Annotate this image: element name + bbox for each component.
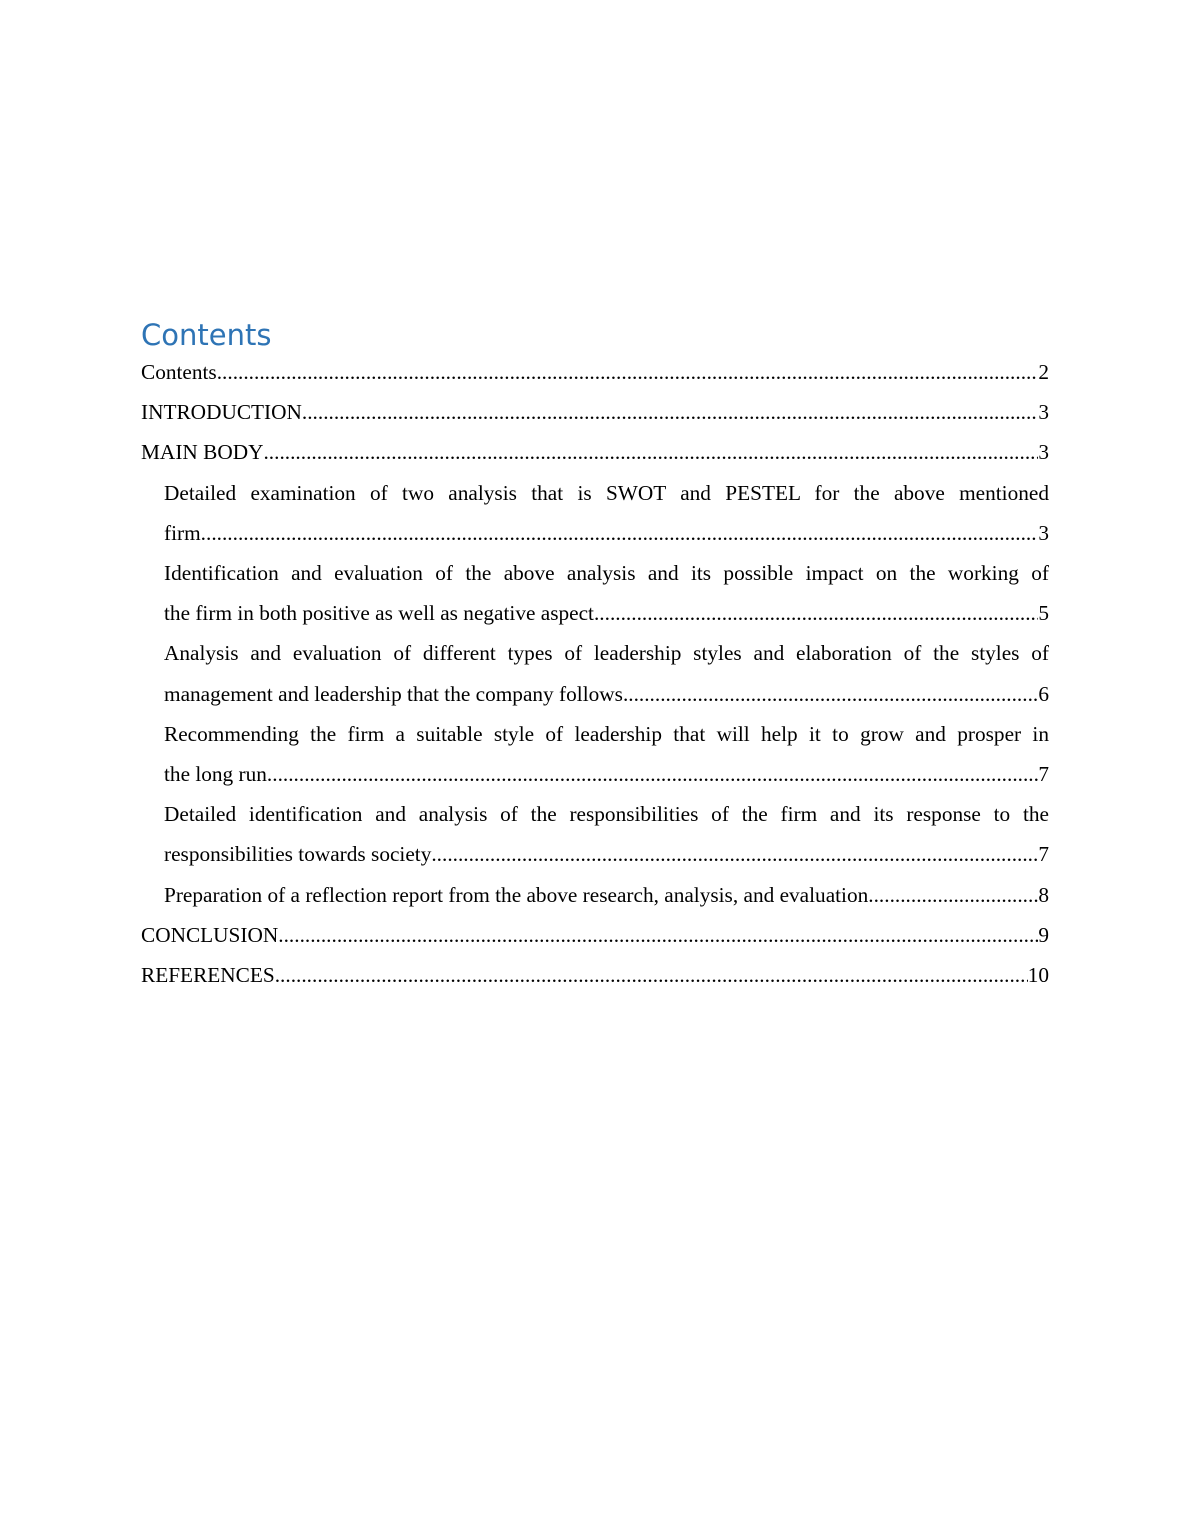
toc-entry-conclusion[interactable]	[141, 915, 1049, 955]
dot-leader	[594, 593, 1038, 633]
toc-entry-title-line1: Identification and evaluation of the above analysis and its possible impact on the working of	[164, 561, 1049, 586]
toc-page-number: 2	[1038, 360, 1049, 384]
toc-entry-title-line2: the long run	[164, 762, 267, 787]
toc-entry-title: INTRODUCTION	[141, 400, 302, 425]
toc-entry-title-line2: management and leadership that the company follows	[164, 681, 623, 706]
toc-entry-title-line2: firm	[164, 520, 201, 545]
toc-page-number: 10	[1027, 963, 1049, 988]
dot-leader	[201, 513, 1039, 553]
toc-entry-identification-evaluation[interactable]	[141, 553, 1049, 633]
dot-leader	[302, 392, 1038, 432]
toc-page-number: 7	[1038, 762, 1049, 787]
dot-leader	[217, 352, 1039, 392]
dot-leader	[278, 915, 1038, 955]
toc-entry-main-body[interactable]	[141, 432, 1049, 472]
toc-page-number: 5	[1038, 601, 1049, 626]
dot-leader	[868, 875, 1038, 915]
toc-page-number: 7	[1038, 842, 1049, 867]
dot-leader	[263, 432, 1038, 472]
toc-entry-leadership-styles[interactable]	[141, 633, 1049, 713]
toc-entry-title: REFERENCES	[141, 963, 275, 988]
toc-page-number: 3	[1038, 400, 1049, 425]
toc-page-number: 3	[1038, 440, 1049, 465]
toc-entry-recommending-leadership[interactable]	[141, 714, 1049, 794]
dot-leader	[275, 955, 1028, 995]
toc-page-number: 6	[1038, 681, 1049, 706]
toc-entry-title: CONCLUSION	[141, 922, 279, 947]
toc-entry-responsibilities[interactable]	[141, 794, 1049, 874]
dot-leader	[267, 754, 1038, 794]
toc-entry-title: Preparation of a reflection report from the above research, analysis, and evaluation	[164, 882, 869, 907]
toc-entry-reflection-report[interactable]	[141, 875, 1049, 915]
toc-entry-introduction[interactable]	[141, 392, 1049, 432]
toc-entry-title: Contents	[141, 360, 217, 384]
toc-entry-title: MAIN BODY	[141, 440, 264, 465]
toc-entry-swot-pestel[interactable]	[141, 473, 1049, 553]
toc-entry-title-line1: Detailed examination of two analysis that is SWOT and PESTEL for the above mentioned	[164, 480, 1049, 505]
toc-entry-contents[interactable]	[141, 352, 1049, 392]
toc-entry-title-line1: Recommending the firm a suitable style of leadership that will help it to grow and prosper in	[164, 721, 1049, 746]
toc-entry-title-line1: Analysis and evaluation of different types of leadership styles and elaboration of the styles of	[164, 641, 1049, 666]
table-of-contents	[141, 316, 1049, 995]
toc-entry-references[interactable]	[141, 955, 1049, 995]
dot-leader	[431, 834, 1038, 874]
toc-heading: Contents	[141, 318, 272, 352]
toc-page-number: 8	[1038, 882, 1049, 907]
toc-page-number: 3	[1038, 520, 1049, 545]
toc-entry-title-line1: Detailed identification and analysis of the responsibilities of the firm and its response to the	[164, 802, 1049, 827]
toc-entry-title-line2: responsibilities towards society	[164, 842, 432, 867]
toc-entry-title-line2: the firm in both positive as well as negative aspect	[164, 601, 594, 626]
dot-leader	[623, 674, 1038, 714]
toc-page-number: 9	[1038, 922, 1049, 947]
